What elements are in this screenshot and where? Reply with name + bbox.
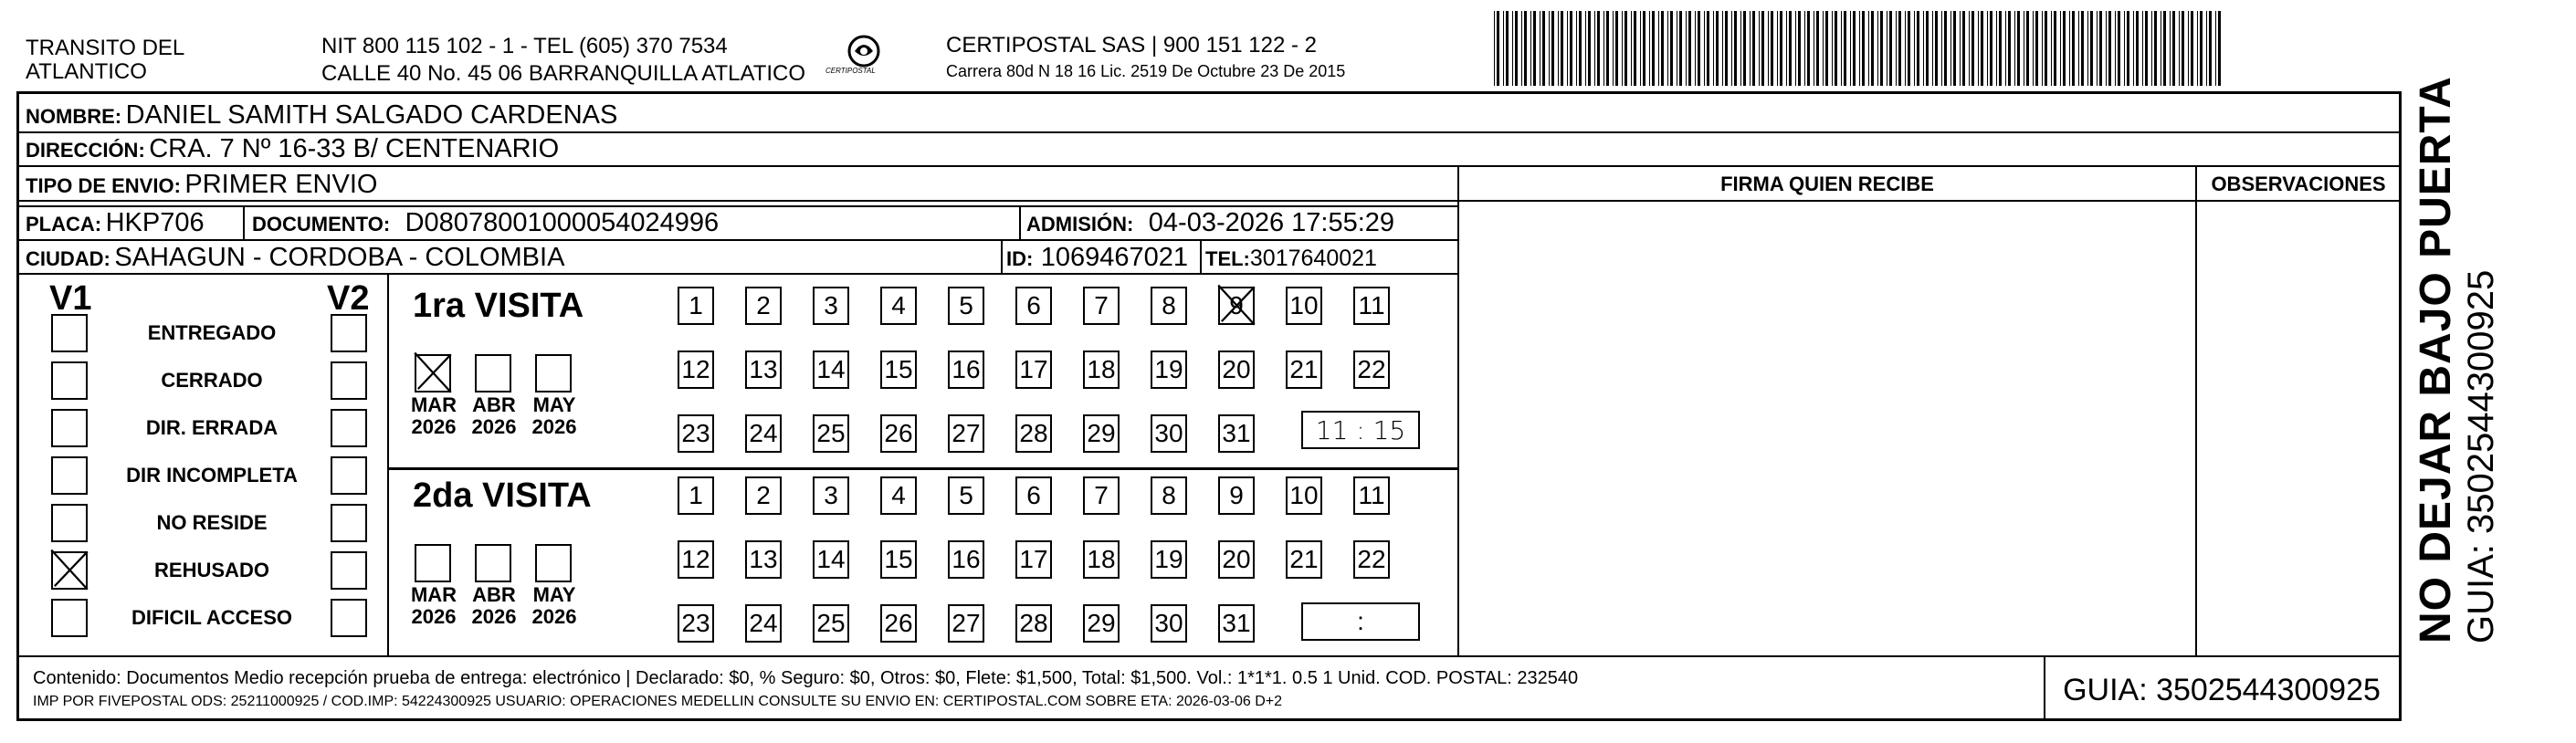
type-row bbox=[26, 172, 377, 198]
nit-line1: NIT 800 115 102 - 1 - TEL (605) 370 7534 bbox=[321, 34, 728, 58]
admission-cell bbox=[1026, 210, 1394, 236]
type-label: TIPO DE ENVIO: bbox=[26, 174, 181, 197]
hline-sig-header bbox=[1459, 200, 2400, 202]
month-checkbox[interactable] bbox=[535, 544, 572, 582]
day-box[interactable]: 21 bbox=[1286, 540, 1322, 579]
day-box[interactable]: 25 bbox=[813, 414, 849, 453]
day-box[interactable]: 14 bbox=[813, 540, 849, 579]
day-box[interactable]: 9 bbox=[1218, 287, 1255, 325]
sender-line2: ATLANTICO bbox=[26, 59, 147, 84]
observations-header: OBSERVACIONES bbox=[2211, 173, 2386, 195]
day-box[interactable]: 28 bbox=[1015, 604, 1052, 643]
address-label: DIRECCIÓN: bbox=[26, 139, 145, 162]
day-box[interactable]: 4 bbox=[880, 476, 917, 515]
day-box[interactable]: 18 bbox=[1083, 351, 1120, 389]
nit-line2: CALLE 40 No. 45 06 BARRANQUILLA ATLATICO bbox=[321, 61, 806, 86]
company-block bbox=[946, 33, 1345, 84]
row-line-1 bbox=[16, 131, 2402, 133]
month-label: MAY 2026 bbox=[531, 583, 577, 628]
day-box[interactable]: 15 bbox=[880, 351, 917, 389]
footer-content-line: Contenido: Documentos Medio recepción prueba de entrega: electrónico | Declarado: $0, % Seguro: $0, Otros: $0, Flete: $1,500, Total: $1,500. Vol.: 1*1*1. 0.5 1 Unid. COD. POSTAL: 232540 bbox=[33, 668, 1579, 688]
id-label: ID: bbox=[1006, 247, 1034, 270]
day-box[interactable]: 1 bbox=[678, 476, 714, 515]
document-value: D08078001000054024996 bbox=[405, 208, 720, 237]
day-box[interactable]: 2 bbox=[745, 287, 782, 325]
sender-line1: TRANSITO DEL bbox=[26, 36, 185, 60]
status-option-label: DIR INCOMPLETA bbox=[126, 464, 298, 487]
day-box[interactable]: 22 bbox=[1353, 540, 1390, 579]
day-box[interactable]: 31 bbox=[1218, 414, 1255, 453]
status-option-label: ENTREGADO bbox=[147, 321, 277, 344]
v1-title: V1 bbox=[49, 279, 92, 318]
day-box[interactable]: 23 bbox=[678, 414, 714, 453]
day-box[interactable]: 1 bbox=[678, 287, 714, 325]
day-box[interactable]: 13 bbox=[745, 351, 782, 389]
v2-checkbox[interactable] bbox=[331, 504, 367, 542]
row-line-3b bbox=[16, 205, 1459, 207]
day-box[interactable]: 28 bbox=[1015, 414, 1052, 453]
row-line-4 bbox=[16, 239, 1459, 241]
day-box[interactable]: 19 bbox=[1151, 540, 1187, 579]
v2-checkbox[interactable] bbox=[331, 456, 367, 495]
vline-plate bbox=[243, 205, 245, 240]
day-box[interactable]: 27 bbox=[948, 604, 984, 643]
day-box[interactable]: 3 bbox=[813, 476, 849, 515]
v1-checkbox[interactable] bbox=[51, 314, 88, 352]
day-box[interactable]: 25 bbox=[813, 604, 849, 643]
visit1-title: 1ra VISITA bbox=[413, 287, 584, 325]
visit2-time[interactable]: : bbox=[1301, 602, 1420, 641]
vline-admission bbox=[1019, 205, 1021, 240]
row-line-5 bbox=[16, 273, 1459, 275]
status-option-label: REHUSADO bbox=[154, 559, 269, 581]
day-box[interactable]: 5 bbox=[948, 476, 984, 515]
day-box[interactable]: 13 bbox=[745, 540, 782, 579]
day-box[interactable]: 24 bbox=[745, 604, 782, 643]
footer-guia: GUIA: 3502544300925 bbox=[2063, 672, 2381, 707]
day-box[interactable]: 31 bbox=[1218, 604, 1255, 643]
day-box[interactable]: 30 bbox=[1151, 414, 1187, 453]
nit-block bbox=[321, 33, 805, 88]
month-label: MAR 2026 bbox=[410, 583, 457, 628]
day-box[interactable]: 19 bbox=[1151, 351, 1187, 389]
month-label: MAY 2026 bbox=[531, 393, 577, 438]
tel-label: TEL: bbox=[1205, 247, 1250, 270]
day-box[interactable]: 17 bbox=[1015, 351, 1052, 389]
signature-header: FIRMA QUIEN RECIBE bbox=[1720, 173, 1934, 195]
tel-value: 3017640021 bbox=[1249, 246, 1377, 271]
row-line-2 bbox=[16, 165, 2402, 167]
side-text bbox=[2411, 76, 2502, 644]
day-box[interactable]: 12 bbox=[678, 540, 714, 579]
name-label: NOMBRE: bbox=[26, 105, 122, 128]
company-line1: CERTIPOSTAL SAS | 900 151 122 - 2 bbox=[946, 33, 1317, 58]
v2-checkbox[interactable] bbox=[331, 599, 367, 637]
shipment-type: PRIMER ENVIO bbox=[184, 170, 378, 199]
day-box[interactable]: 29 bbox=[1083, 414, 1120, 453]
day-box[interactable]: 9 bbox=[1218, 476, 1255, 515]
status-option-label: CERRADO bbox=[161, 369, 263, 392]
v2-checkbox[interactable] bbox=[331, 409, 367, 447]
recipient-name: DANIEL SAMITH SALGADO CARDENAS bbox=[125, 100, 618, 130]
month-label: ABR 2026 bbox=[471, 393, 517, 438]
day-box[interactable]: 16 bbox=[948, 540, 984, 579]
day-box[interactable]: 11 bbox=[1353, 287, 1390, 325]
day-box[interactable]: 4 bbox=[880, 287, 917, 325]
day-box[interactable]: 7 bbox=[1083, 476, 1120, 515]
admission-value: 04-03-2026 17:55:29 bbox=[1148, 208, 1395, 237]
v2-checkbox[interactable] bbox=[331, 361, 367, 400]
day-box[interactable]: 17 bbox=[1015, 540, 1052, 579]
barcode-image bbox=[1494, 11, 2224, 86]
day-box[interactable]: 11 bbox=[1353, 476, 1390, 515]
day-box[interactable]: 16 bbox=[948, 351, 984, 389]
document-cell bbox=[252, 210, 719, 236]
side-warning: NO DEJAR BAJO PUERTA bbox=[2412, 76, 2460, 644]
signature-area[interactable] bbox=[1459, 203, 2195, 654]
day-box[interactable]: 7 bbox=[1083, 287, 1120, 325]
day-box[interactable]: 22 bbox=[1353, 351, 1390, 389]
recipient-address: CRA. 7 Nº 16-33 B/ CENTENARIO bbox=[149, 134, 560, 163]
day-box[interactable]: 2 bbox=[745, 476, 782, 515]
sender-block bbox=[26, 37, 184, 84]
day-box[interactable]: 6 bbox=[1015, 476, 1052, 515]
day-box[interactable]: 14 bbox=[813, 351, 849, 389]
frame-left bbox=[16, 91, 19, 721]
vline-id bbox=[1001, 239, 1003, 274]
name-row bbox=[26, 102, 617, 129]
frame-top bbox=[16, 91, 2402, 94]
day-box[interactable]: 8 bbox=[1151, 287, 1187, 325]
day-box[interactable]: 20 bbox=[1218, 351, 1255, 389]
day-box[interactable]: 30 bbox=[1151, 604, 1187, 643]
v2-title: V2 bbox=[327, 279, 370, 318]
day-box[interactable]: 8 bbox=[1151, 476, 1187, 515]
city-label: CIUDAD: bbox=[26, 247, 110, 270]
id-cell bbox=[1006, 245, 1188, 271]
day-box[interactable]: 29 bbox=[1083, 604, 1120, 643]
day-box[interactable]: 23 bbox=[678, 604, 714, 643]
plate-cell bbox=[26, 210, 205, 236]
day-box[interactable]: 5 bbox=[948, 287, 984, 325]
status-option-label: NO RESIDE bbox=[156, 511, 268, 534]
day-box[interactable]: 10 bbox=[1286, 287, 1322, 325]
v2-checkbox[interactable] bbox=[331, 314, 367, 352]
hline-visits bbox=[387, 467, 1459, 470]
vline-status bbox=[387, 273, 389, 656]
tel-cell bbox=[1205, 247, 1377, 270]
visit2-title: 2da VISITA bbox=[413, 476, 592, 515]
v1-checkbox[interactable] bbox=[51, 504, 88, 542]
admission-label: ADMISIÓN: bbox=[1026, 213, 1134, 235]
plate-label: PLACA: bbox=[26, 213, 102, 235]
logo-label: CERTIPOSTAL bbox=[825, 67, 876, 75]
day-box[interactable]: 15 bbox=[880, 540, 917, 579]
visit1-time[interactable]: 11 : 15 bbox=[1301, 411, 1420, 449]
day-box[interactable]: 21 bbox=[1286, 351, 1322, 389]
v2-checkbox[interactable] bbox=[331, 551, 367, 590]
day-box[interactable]: 20 bbox=[1218, 540, 1255, 579]
side-guia: GUIA: 3502544300925 bbox=[2461, 269, 2501, 644]
city-cell bbox=[26, 245, 564, 271]
status-option-label: DIFICIL ACCESO bbox=[131, 606, 292, 629]
v1-checkbox[interactable] bbox=[51, 599, 88, 637]
v1-checkbox[interactable] bbox=[51, 456, 88, 495]
v1-checkbox[interactable] bbox=[51, 409, 88, 447]
month-checkbox[interactable] bbox=[535, 354, 572, 392]
city-value: SAHAGUN - CORDOBA - COLOMBIA bbox=[114, 243, 565, 272]
month-checkbox[interactable] bbox=[475, 544, 511, 582]
day-box[interactable]: 27 bbox=[948, 414, 984, 453]
month-label: MAR 2026 bbox=[410, 393, 457, 438]
footer-print-line: IMP POR FIVEPOSTAL ODS: 25211000925 / COD.IMP: 54224300925 USUARIO: OPERACIONES MEDELLIN CONSULTE SU ENVIO EN: CERTIPOSTAL.COM SOBRE ETA: 2026-03-06 D+2 bbox=[33, 694, 1283, 709]
month-checkbox[interactable] bbox=[415, 544, 451, 582]
document-label: DOCUMENTO: bbox=[252, 213, 391, 235]
company-line2: Carrera 80d N 18 16 Lic. 2519 De Octubre 23 De 2015 bbox=[946, 62, 1346, 80]
month-checkbox[interactable] bbox=[415, 354, 451, 392]
month-checkbox[interactable] bbox=[475, 354, 511, 392]
v1-checkbox[interactable] bbox=[51, 361, 88, 400]
id-value: 1069467021 bbox=[1040, 243, 1189, 272]
observations-area[interactable] bbox=[2197, 203, 2400, 654]
address-row bbox=[26, 136, 559, 162]
plate-value: HKP706 bbox=[105, 208, 205, 237]
day-box[interactable]: 6 bbox=[1015, 287, 1052, 325]
day-box[interactable]: 18 bbox=[1083, 540, 1120, 579]
day-box[interactable]: 24 bbox=[745, 414, 782, 453]
day-box[interactable]: 26 bbox=[880, 604, 917, 643]
vline-tel bbox=[1200, 239, 1202, 274]
day-box[interactable]: 26 bbox=[880, 414, 917, 453]
status-option-label: DIR. ERRADA bbox=[145, 416, 279, 439]
day-box[interactable]: 3 bbox=[813, 287, 849, 325]
day-box[interactable]: 12 bbox=[678, 351, 714, 389]
v1-checkbox[interactable] bbox=[51, 551, 88, 590]
month-label: ABR 2026 bbox=[471, 583, 517, 628]
day-box[interactable]: 10 bbox=[1286, 476, 1322, 515]
